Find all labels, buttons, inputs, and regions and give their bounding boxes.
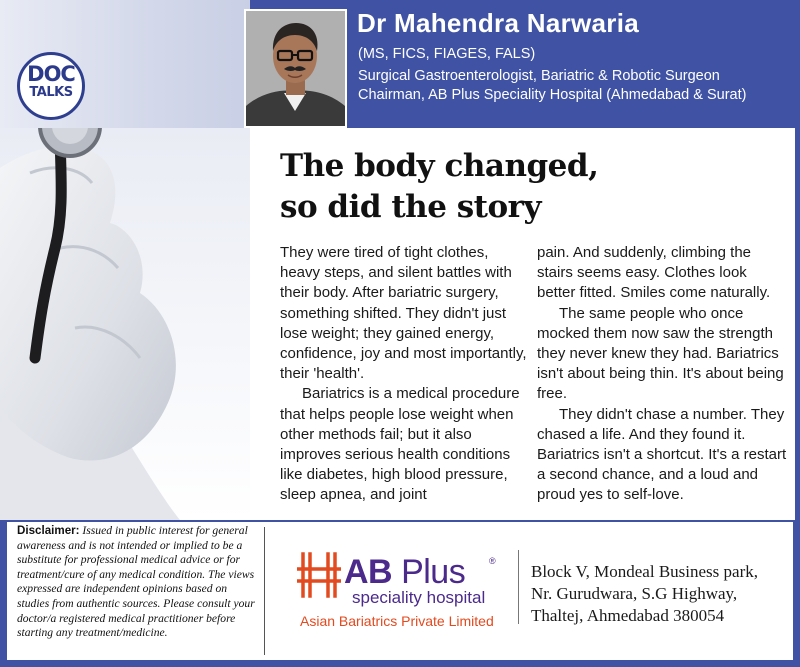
doctor-name: Dr Mahendra Narwaria xyxy=(357,8,639,38)
right-border-bar xyxy=(795,128,800,520)
doctor-degrees: (MS, FICS, FIAGES, FALS) xyxy=(358,46,536,62)
article-paragraph: pain. And suddenly, climbing the stairs seems easy. Clothes look better fitted. Smiles come naturally. xyxy=(537,244,771,302)
doc-talks-logo-line1: DOC xyxy=(27,62,75,86)
hospital-name-ab: AB xyxy=(344,553,393,591)
address-line-3: Thaltej, Ahmedabad 380054 xyxy=(531,606,725,625)
doc-talks-logo xyxy=(17,52,85,120)
hospital-name-plus: Plus xyxy=(401,553,466,591)
company-name: Asian Bariatrics Private Limited xyxy=(300,613,494,629)
article-paragraph: The same people who once mocked them now saw the strength they never knew they had. Bariatrics isn't about being thin. It's about being free. xyxy=(537,304,784,403)
hospital-subtitle: speciality hospital xyxy=(352,588,486,607)
article-column-2 xyxy=(537,243,789,506)
address-line-1: Block V, Mondeal Business park, xyxy=(531,562,758,581)
headline-line2: so did the story xyxy=(280,189,542,225)
footer-divider xyxy=(264,527,265,655)
doctor-position: Chairman, AB Plus Speciality Hospital (Ahmedabad & Surat) xyxy=(358,87,747,103)
address-line-2: Nr. Gurudwara, S.G Highway, xyxy=(531,584,738,603)
article-paragraph: Bariatrics is a medical procedure that helps people lose weight when other methods fail; but it also improves serious health conditions like diabetes, high blood pressure, sleep apnea, and joint xyxy=(280,385,520,504)
disclaimer-label: Disclaimer: xyxy=(17,524,80,537)
disclaimer xyxy=(17,524,261,641)
headline-line1: The body changed, xyxy=(280,148,599,184)
article-paragraph: They didn't chase a number. They chased a life. And they found it. Bariatrics isn't a shortcut. It's a restart a second chance, and a loud and proud yes to self-love. xyxy=(537,405,787,504)
registered-mark: ® xyxy=(489,556,496,566)
article-column-1 xyxy=(280,243,532,506)
doc-talks-logo-line2: TALKS xyxy=(29,85,73,100)
ab-plus-logo-icon xyxy=(297,552,341,603)
glove-stethoscope-illustration xyxy=(0,128,255,520)
doctor-portrait xyxy=(244,9,347,128)
doctor-specialty: Surgical Gastroenterologist, Bariatric & Robotic Surgeon xyxy=(358,68,720,84)
article-paragraph: They were tired of tight clothes, heavy steps, and silent battles with their body. After bariatric surgery, something shifted. They didn't just lose weight; they gained energy, confidence, joy and most importantly, their 'health'. xyxy=(280,244,527,383)
hospital-name xyxy=(344,552,465,592)
address-divider xyxy=(518,550,519,624)
disclaimer-text: Issued in public interest for general awareness and is not intended or implied to be a substitute for professional medical advice or for treatment/cure of any medical condition. The views expressed are independent opinions based on studies from authentic sources. Please consult your doctor/a registered medical practitioner before starting any treatment/medicine. xyxy=(17,524,255,640)
